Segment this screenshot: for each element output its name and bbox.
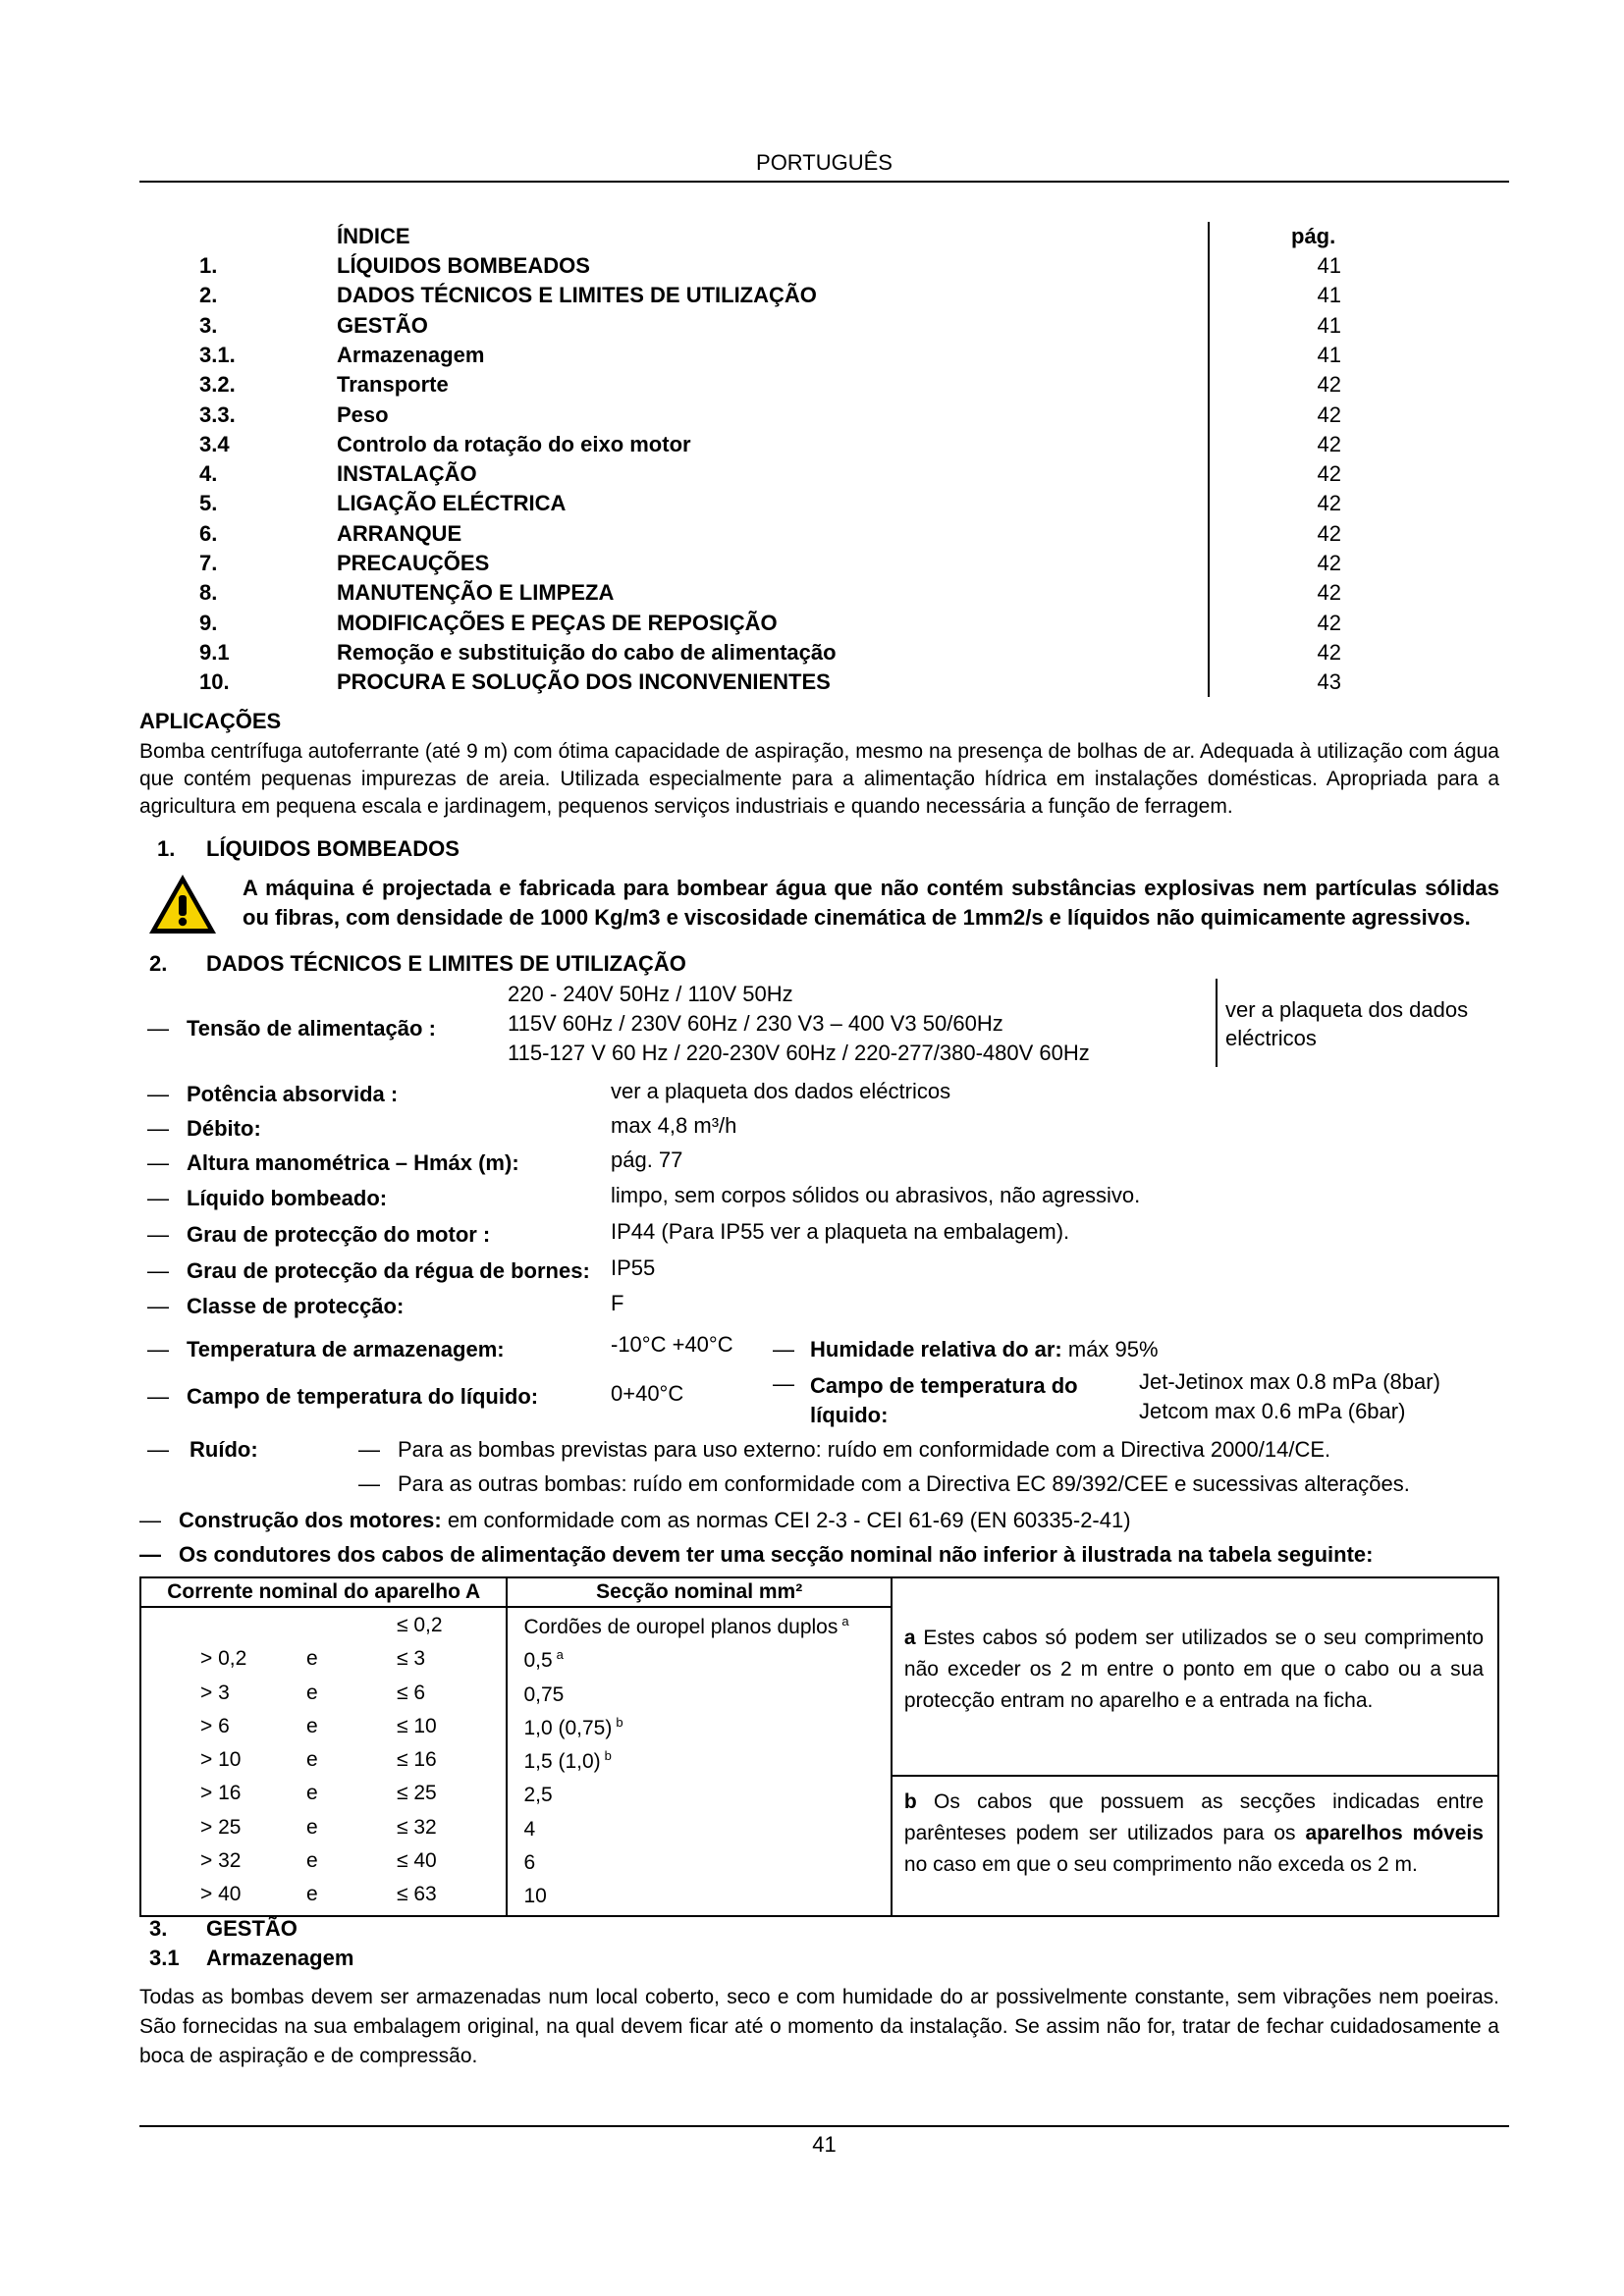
dash-bullet: — <box>147 1437 169 1462</box>
liquid-temp2-label <box>810 1371 1078 1430</box>
toc-item-title[interactable]: INSTALAÇÃO <box>337 461 477 487</box>
toc-item-number: 3. <box>199 312 218 338</box>
toc-item-title[interactable]: Remoção e substituição do cabo de alimentação <box>337 639 837 665</box>
section-value: 1,5 (1,0) <box>523 1750 601 1774</box>
spec-value: limpo, sem corpos sólidos ou abrasivos, não agressivo. <box>611 1183 1141 1207</box>
spec-label: Potência absorvida : <box>187 1082 399 1106</box>
liquid-temp2-value: Jet-Jetinox max 0.8 mPa (8bar) <box>1139 1369 1440 1394</box>
section-value: 6 <box>523 1851 536 1875</box>
section-value-row <box>508 1881 890 1914</box>
note-b-bold: aparelhos móveis <box>1305 1822 1484 1844</box>
range-to: ≤ 32 <box>397 1815 437 1839</box>
section-value: 2,5 <box>523 1784 553 1807</box>
footnote-mark: a <box>841 1614 849 1629</box>
section3-num: 3. <box>149 1916 168 1941</box>
cables-statement: Os condutores dos cabos de alimentação devem ter uma secção nominal não inferior à ilustrada na tabela seguinte: <box>179 1542 1374 1567</box>
toc-page-heading: pág. <box>1291 224 1336 248</box>
toc-item-title[interactable]: LÍQUIDOS BOMBEADOS <box>337 253 590 278</box>
dash-bullet: — <box>139 1542 161 1567</box>
toc-item-number: 8. <box>199 580 218 606</box>
toc-item-page: 41 <box>1317 312 1341 338</box>
spec-value: F <box>611 1291 624 1315</box>
dash-bullet: — <box>139 1508 161 1532</box>
spec-value: max 4,8 m³/h <box>611 1113 737 1138</box>
current-cell <box>140 1607 507 1916</box>
section-cell <box>507 1607 891 1916</box>
motors-value: em conformidade com as normas CEI 2-3 - CEI 61-69 (EN 60335-2-41) <box>441 1508 1131 1532</box>
toc-item-number: 4. <box>199 461 218 487</box>
dash-bullet: — <box>773 1371 794 1396</box>
voltage-line: 115V 60Hz / 230V 60Hz / 230 V3 – 400 V3 50/60Hz <box>508 1011 1003 1036</box>
motors <box>179 1508 1131 1533</box>
range-from: > 25 <box>200 1815 242 1839</box>
storage-temp-value: -10°C +40°C <box>611 1332 733 1357</box>
dash-bullet: — <box>358 1437 380 1462</box>
toc-item-page: 42 <box>1317 639 1341 665</box>
spec-value: IP44 (Para IP55 ver a plaqueta na embalagem). <box>611 1219 1070 1244</box>
section-value: 1,0 (0,75) <box>523 1716 613 1739</box>
section-value: 0,75 <box>523 1682 565 1706</box>
dash-bullet: — <box>147 1384 169 1409</box>
header-rule <box>139 181 1509 183</box>
range-to: ≤ 25 <box>397 1782 437 1805</box>
toc-item-title[interactable]: Armazenagem <box>337 342 485 367</box>
header-notes-cell <box>892 1577 1498 1607</box>
toc-item-page: 43 <box>1317 669 1341 695</box>
section3-title: GESTÃO <box>206 1916 298 1941</box>
dash-bullet: — <box>147 1222 169 1247</box>
voltage-line: 220 - 240V 50Hz / 110V 50Hz <box>508 982 793 1006</box>
section-value: 4 <box>523 1817 536 1841</box>
dash-bullet: — <box>147 1082 169 1106</box>
humidity-value: máx 95% <box>1061 1337 1159 1362</box>
toc-item-number: 10. <box>199 669 230 695</box>
range-to: ≤ 6 <box>397 1681 426 1704</box>
current-range-row <box>141 1713 506 1746</box>
range-conj: e <box>306 1714 318 1737</box>
liquid-temp-label: Campo de temperatura do líquido: <box>187 1384 539 1409</box>
toc-item-title[interactable]: Controlo da rotação do eixo motor <box>337 431 691 456</box>
toc-item-page: 41 <box>1317 253 1341 278</box>
toc-item-page: 42 <box>1317 610 1341 635</box>
noise-line: Para as bombas previstas para uso externo: ruído em conformidade com a Directiva 2000/14/CE. <box>398 1437 1331 1462</box>
toc-item-title[interactable]: Transporte <box>337 372 449 398</box>
range-conj: e <box>306 1815 318 1839</box>
current-range-row <box>141 1612 506 1645</box>
section2-title: DADOS TÉCNICOS E LIMITES DE UTILIZAÇÃO <box>206 951 686 976</box>
range-conj: e <box>306 1782 318 1805</box>
range-conj: e <box>306 1647 318 1671</box>
applications-heading: APLICAÇÕES <box>139 709 282 733</box>
humidity-label: Humidade relativa do ar: <box>810 1337 1062 1362</box>
current-range-row <box>141 1746 506 1780</box>
toc-item-number: 3.1. <box>199 342 236 367</box>
range-from: > 6 <box>200 1714 230 1737</box>
section-value-row <box>508 1814 890 1847</box>
range-from: > 10 <box>200 1748 242 1772</box>
note-b <box>893 1777 1497 1881</box>
liquid-temp2-value: Jetcom max 0.6 mPa (6bar) <box>1139 1399 1406 1423</box>
noise-line: Para as outras bombas: ruído em conformidade com a Directiva EC 89/392/CEE e sucessivas alterações. <box>398 1471 1410 1496</box>
toc-item-number: 1. <box>199 253 218 278</box>
range-to: ≤ 63 <box>397 1883 437 1906</box>
current-list <box>141 1612 506 1915</box>
dash-bullet: — <box>147 1150 169 1175</box>
spec-value: IP55 <box>611 1255 656 1280</box>
toc-item-number: 9. <box>199 610 218 635</box>
note-a <box>893 1607 1497 1777</box>
toc-item-title[interactable]: ARRANQUE <box>337 520 462 546</box>
section-value-row <box>508 1645 890 1679</box>
header-current: Corrente nominal do aparelho A <box>140 1577 507 1607</box>
toc-item-title[interactable]: MODIFICAÇÕES E PEÇAS DE REPOSIÇÃO <box>337 610 778 635</box>
range-from: > 32 <box>200 1849 242 1873</box>
toc-item-page: 41 <box>1317 342 1341 367</box>
cable-section-table <box>139 1576 1499 1917</box>
toc-item-number: 7. <box>199 551 218 575</box>
note-a-text: Estes cabos só podem ser utilizados se o seu comprimento não exceder os 2 m entre o ponto em que o cabo ou a sua protecção entram no aparelho e a entrada na ficha. <box>903 1627 1484 1712</box>
toc-item-number: 5. <box>199 491 218 516</box>
liquid-temp-value: 0+40°C <box>611 1381 684 1406</box>
motors-label: Construção dos motores: <box>179 1508 442 1532</box>
toc-item-title[interactable]: LIGAÇÃO ELÉCTRICA <box>337 491 567 516</box>
applications-text: Bomba centrífuga autoferrante (até 9 m) com ótima capacidade de aspiração, mesmo na presença de bolhas de ar. Adequada à utilização com água que contém pequenas impurezas de areia. Utilizada especialmente para a alimentação hídrica em instalações domésticas. Apropriada para a agricultura em pequena escala e jardinagem, pequenos serviços industriais e quando necessária a função de ferragem. <box>139 740 1499 818</box>
current-range-row <box>141 1780 506 1813</box>
toc-item-page: 42 <box>1317 551 1341 575</box>
toc-item-page: 41 <box>1317 283 1341 308</box>
current-range-row <box>141 1814 506 1847</box>
toc-item-title[interactable]: DADOS TÉCNICOS E LIMITES DE UTILIZAÇÃO <box>337 283 817 308</box>
humidity <box>810 1337 1159 1362</box>
notes-cell <box>892 1607 1498 1916</box>
toc-item-title[interactable]: PROCURA E SOLUÇÃO DOS INCONVENIENTES <box>337 669 831 695</box>
dash-bullet: — <box>358 1471 380 1496</box>
toc-item-number: 3.4 <box>199 431 230 456</box>
page-header: PORTUGUÊS <box>756 150 893 175</box>
note-b-pre: Os cabos que possuem as secções indicadas entre parênteses podem ser utilizados para os <box>903 1790 1484 1844</box>
noise-label: Ruído: <box>189 1437 258 1462</box>
toc-item-number: 3.3. <box>199 401 236 427</box>
section2-num: 2. <box>149 951 168 976</box>
voltage-note-divider <box>1216 979 1218 1067</box>
toc-item-page: 42 <box>1317 520 1341 546</box>
range-conj: e <box>306 1681 318 1704</box>
page-number: 41 <box>812 2132 837 2157</box>
range-conj: e <box>306 1883 318 1906</box>
voltage-note: ver a plaqueta dos dados eléctricos <box>1225 997 1469 1050</box>
spec-value: pág. 77 <box>611 1148 683 1172</box>
header-section: Secção nominal mm² <box>507 1577 891 1607</box>
section-list <box>508 1612 890 1915</box>
liquid-temp2-label-line: líquido: <box>810 1403 889 1427</box>
section-value: 0,5 <box>523 1649 553 1673</box>
toc-item-number: 9.1 <box>199 639 230 665</box>
section1-num: 1. <box>157 836 176 861</box>
toc-item-page: 42 <box>1317 401 1341 427</box>
section-value: 10 <box>523 1885 547 1908</box>
toc-item-number: 3.2. <box>199 372 236 398</box>
dash-bullet: — <box>147 1337 169 1362</box>
voltage-line: 115-127 V 60 Hz / 220-230V 60Hz / 220-277/380-480V 60Hz <box>508 1041 1090 1065</box>
dash-bullet: — <box>147 1258 169 1283</box>
current-range-row <box>141 1881 506 1914</box>
liquid-temp2-label-line: Campo de temperatura do <box>810 1373 1078 1398</box>
spec-label: Grau de protecção do motor : <box>187 1222 491 1247</box>
toc-item-page: 42 <box>1317 461 1341 487</box>
spec-label: Altura manométrica – Hmáx (m): <box>187 1150 519 1175</box>
section-value-row <box>508 1780 890 1813</box>
note-b-post: no caso em que o seu comprimento não exceda os 2 m. <box>903 1853 1418 1876</box>
toc-item-page: 42 <box>1317 491 1341 516</box>
voltage-values <box>508 980 1090 1068</box>
footnote-mark: b <box>604 1748 612 1764</box>
range-to: ≤ 10 <box>397 1714 437 1737</box>
current-range-row <box>141 1680 506 1713</box>
section-value-row <box>508 1746 890 1780</box>
spec-label: Débito: <box>187 1116 261 1141</box>
section-value-row <box>508 1847 890 1881</box>
dash-bullet: — <box>147 1294 169 1318</box>
dash-bullet: — <box>773 1337 794 1362</box>
note-a-mark: a <box>903 1627 916 1649</box>
range-conj: e <box>306 1849 318 1873</box>
range-from: > 3 <box>200 1681 230 1704</box>
section3-sub-num: 3.1 <box>149 1946 180 1970</box>
range-to: ≤ 3 <box>397 1647 426 1671</box>
footnote-mark: a <box>556 1647 564 1663</box>
spec-label: Grau de protecção da régua de bornes: <box>187 1258 590 1283</box>
range-from: > 16 <box>200 1782 242 1805</box>
toc-item-title[interactable]: Peso <box>337 401 389 427</box>
footnote-mark: b <box>616 1714 623 1730</box>
range-to: ≤ 0,2 <box>397 1614 443 1636</box>
storage-text: Todas as bombas devem ser armazenadas num local coberto, seco e com humidade do ar possivelmente constante, sem vibrações nem poeiras. São fornecidas na sua embalagem original, na qual devem ficar até o momento da instalação. Se assim não for, tratar de fechar cuidadosamente a boca de aspiração e de compressão. <box>139 1986 1499 2067</box>
spec-label: Classe de protecção: <box>187 1294 405 1318</box>
footer-rule <box>139 2125 1509 2127</box>
warning-text: A máquina é projectada e fabricada para bombear água que não contém substâncias explosivas nem partículas sólidas ou fibras, com densidade de 1000 Kg/m3 e viscosidade cinemática de 1mm2/s e líquidos não quimicamente agressivos. <box>243 876 1499 930</box>
section3-sub-title: Armazenagem <box>206 1946 354 1970</box>
toc-item-number: 6. <box>199 520 218 546</box>
range-from: > 40 <box>200 1883 242 1906</box>
spec-label: Líquido bombeado: <box>187 1186 388 1210</box>
range-to: ≤ 16 <box>397 1748 437 1772</box>
toc-item-page: 42 <box>1317 431 1341 456</box>
liquid-temp2-values <box>1139 1367 1440 1426</box>
spec-value: ver a plaqueta dos dados eléctricos <box>611 1079 951 1103</box>
dash-bullet: — <box>147 1016 169 1041</box>
section-value-row <box>508 1612 890 1645</box>
toc-item-title[interactable]: PRECAUÇÕES <box>337 551 490 575</box>
toc-item-page: 42 <box>1317 372 1341 398</box>
range-to: ≤ 40 <box>397 1849 437 1873</box>
toc-divider <box>1208 222 1210 697</box>
dash-bullet: — <box>147 1116 169 1141</box>
storage-temp-label: Temperatura de armazenagem: <box>187 1337 505 1362</box>
toc-heading: ÍNDICE <box>337 224 410 248</box>
dash-bullet: — <box>147 1186 169 1210</box>
current-range-row <box>141 1847 506 1881</box>
current-range-row <box>141 1645 506 1679</box>
note-b-mark: b <box>903 1790 917 1813</box>
toc-item-number: 2. <box>199 283 218 308</box>
toc-item-page: 42 <box>1317 580 1341 606</box>
toc-item-title[interactable]: GESTÃO <box>337 312 428 338</box>
section-value-row <box>508 1713 890 1746</box>
section1-title: LÍQUIDOS BOMBEADOS <box>206 836 460 861</box>
range-from: > 0,2 <box>200 1647 247 1671</box>
warning-triangle-icon <box>147 872 218 936</box>
voltage-label: Tensão de alimentação : <box>187 1016 436 1041</box>
toc-item-title[interactable]: MANUTENÇÃO E LIMPEZA <box>337 580 615 606</box>
section-value-row <box>508 1680 890 1713</box>
section-value: Cordões de ouropel planos duplos <box>523 1616 839 1638</box>
range-conj: e <box>306 1748 318 1772</box>
